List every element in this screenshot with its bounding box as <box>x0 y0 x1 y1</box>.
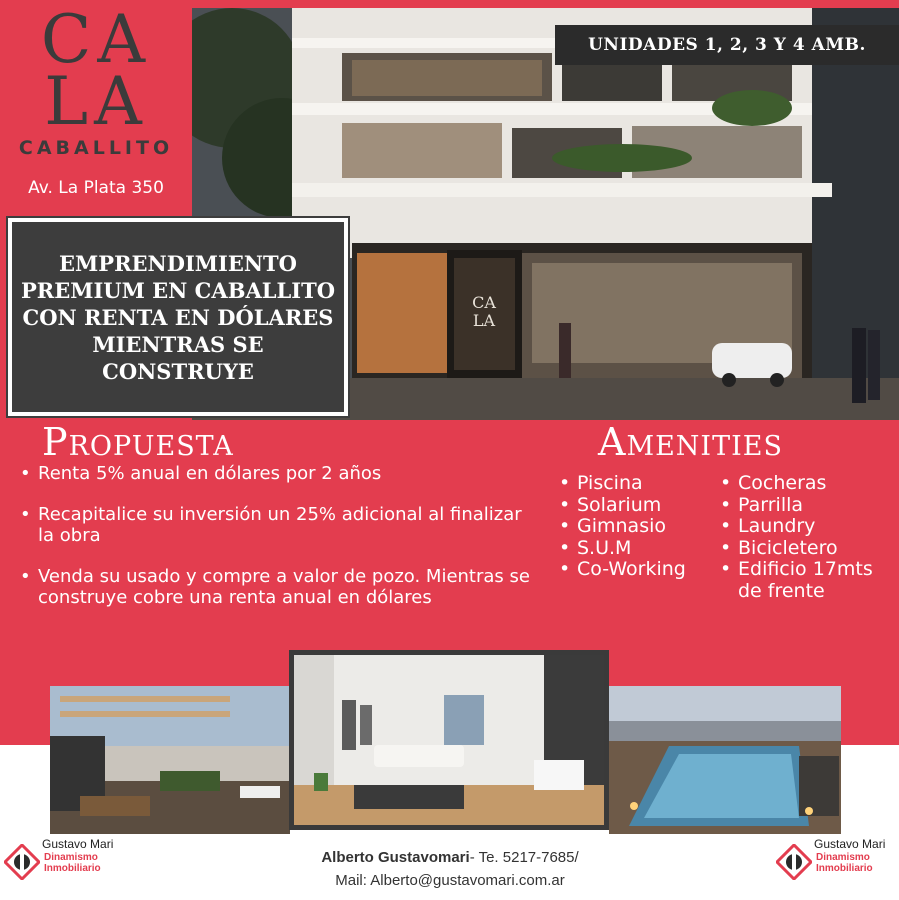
amenities-list-right <box>718 473 898 602</box>
amenity-item: • Cocheras <box>718 473 898 495</box>
amenity-item: • Bicicletero <box>718 538 898 560</box>
brand-tagline <box>44 852 101 874</box>
living-room-photo <box>289 650 609 830</box>
headline-box <box>8 218 348 416</box>
propuesta-title: Propuesta <box>42 420 234 464</box>
living-illustration <box>294 655 604 825</box>
amenities-list-left <box>557 473 722 581</box>
propuesta-item: • Renta 5% anual en dólares por 2 años <box>18 463 538 484</box>
entrance-sign-line-1: CA <box>472 293 496 312</box>
amenity-item: • Parrilla <box>718 495 898 517</box>
amenities-title: Amenities <box>598 420 783 464</box>
brand-name: Gustavo Mari <box>42 837 114 851</box>
logo-line-1: CA <box>40 1 152 78</box>
brand-tagline-2: Inmobiliario <box>816 863 873 874</box>
amenity-item: • Solarium <box>557 495 722 517</box>
brand-tagline-1: Dinamismo <box>816 852 870 863</box>
amenity-item: • Co-Working <box>557 559 722 581</box>
pool-illustration <box>609 686 841 834</box>
brand-tagline <box>816 852 873 874</box>
headline-text: EMPRENDIMIENTO PREMIUM EN CABALLITO CON RENTA EN DÓLARES MIENTRAS SE CONSTRUYE <box>20 250 336 384</box>
brand-logo-right <box>776 838 899 888</box>
brand-logo <box>0 0 192 215</box>
brand-name: Gustavo Mari <box>814 837 886 851</box>
pool-photo <box>609 686 841 834</box>
propuesta-item: • Recapitalice su inversión un 25% adicional al finalizar la obra <box>18 504 538 546</box>
brand-tagline-2: Inmobiliario <box>44 863 101 874</box>
terrace-illustration <box>50 686 290 834</box>
contact-info <box>230 846 670 892</box>
amenity-item: • Piscina <box>557 473 722 495</box>
agent-phone: - Te. 5217-7685/ <box>469 849 579 866</box>
entrance-sign-line-2: LA <box>472 311 496 330</box>
brand-icon <box>776 844 812 880</box>
brand-tagline-1: Dinamismo <box>44 852 98 863</box>
logo-line-2: LA <box>44 63 148 140</box>
brand-logo-left <box>4 838 134 888</box>
terrace-photo <box>50 686 290 834</box>
address: Av. La Plata 350 <box>28 178 164 198</box>
brand-icon <box>4 844 40 880</box>
propuesta-list <box>18 463 538 628</box>
contact-line-1 <box>230 846 670 869</box>
units-badge: UNIDADES 1, 2, 3 Y 4 AMB. <box>555 25 899 65</box>
logo-subtitle: CABALLITO <box>18 137 174 159</box>
amenity-item: • Gimnasio <box>557 516 722 538</box>
propuesta-item: • Venda su usado y compre a valor de pozo. Mientras se construye cobre una renta anual en dólares <box>18 566 538 608</box>
agent-name: Alberto Gustavomari <box>321 849 470 866</box>
amenity-item: • S.U.M <box>557 538 722 560</box>
amenity-item: • Edificio 17mts de frente <box>718 559 898 602</box>
amenity-item: • Laundry <box>718 516 898 538</box>
agent-mail: Mail: Alberto@gustavomari.com.ar <box>335 872 565 889</box>
